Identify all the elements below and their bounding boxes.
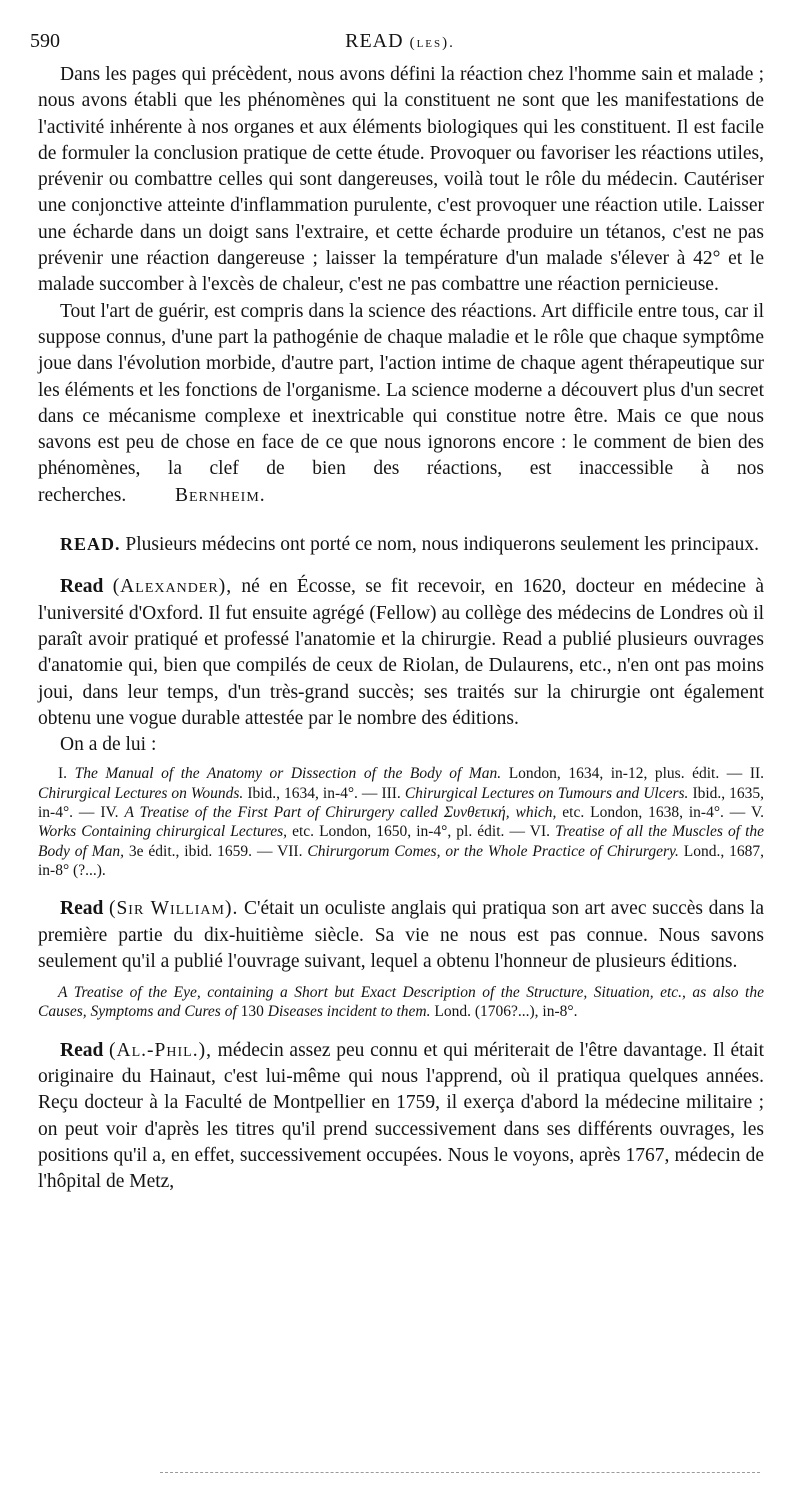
work-1: I. The Manual of the Anatomy or Dissection of the Body of Man. London, 1634, in-12, plus. édit. — [58,765,743,783]
william-name: (Sir William). [108,898,239,920]
intro-paragraph-1: Dans les pages qui précèdent, nous avons défini la réaction chez l'homme sain et malade ; nous avons établi que les phénomènes qui la constituent ne sont que les manifestations de l'activité inhérente à nos organes et aux éléments biologiques qui les constituent. Il est facile de formuler la conclusion pratique de cette étude. Provoquer ou favoriser les réactions utiles, prévenir ou combattre celles qui sont dangereuses, voilà tout le rôle du médecin. Cautériser une conjonctive atteinte d'inflammation purulente, c'est provoquer une réaction utile. Laisser une écharde dans un doigt sans l'extraire, et cette écharde produire un tétanos, c'est ne pas prévenir une réaction dangereuse ; laisser la température d'un malade s'élever à 42° et le malade succomber à l'excès de chaleur, c'est ne pas combattre une réaction pernicieuse. [38,64,764,296]
running-head-title: READ [345,30,404,52]
alexander-works-list [38,764,764,880]
alphil-name: (Al.-Phil.), [109,1039,212,1061]
author-signature: Bernheim. [174,484,266,506]
alexander-works-intro: On a de lui : [60,734,157,756]
running-head [30,30,770,53]
work-2: II. Chirurgical Lectures on Wounds. Ibid., 1634, in-4°. — [38,765,765,802]
alphil-entry [38,1038,764,1196]
footer-rule [160,1472,760,1473]
alexander-text: né en Écosse, se fit recevoir, en 1620, docteur en médecine à l'université d'Oxford. Il fut ensuite agrégé (Fellow) au collège des médecins de Londres où il paraît avoir pratiqué et professé l'anatomie et la chirurgie. Read a publié plusieurs ouvrages d'anatomie qui, bien que compilés de ceux de Riolan, de Dulaurens, etc., n'en ont pas moins joui, dans leur temps, d'un très-grand succès; ses traités sur la chirurgie ont également obtenu une vogue durable attestée par le nombre des éditions. [38,576,765,729]
read-entry-text: Plusieurs médecins ont porté ce nom, nous indiquerons seulement les principaux. [125,534,760,556]
alphil-text: médecin assez peu connu et qui mériterait de l'être davantage. Il était originaire du Hainaut, c'est lui-même qui nous l'apprend, où il pratiqua quelques années. Reçu docteur à la Faculté de Montpellier en 1759, il exerça d'abord la médecine militaire ; on peut voir d'après les titres qu'il prend successivement dans ses différents ouvrages, les positions qu'il a, en effet, successivement occupées. Nous le voyons, après 1767, médecin de l'hôpital de Metz, [38,1039,765,1193]
work-6: VI. Treatise of all the Muscles of the Body of Man, 3e édit., ibid. 1659. — [38,823,765,860]
work-4: IV. A Treatise of the First Part of Chirurgery called Συνθετική, which, etc. London, 1638, in-4°. — [100,804,746,822]
william-entry-head: Read [60,898,104,920]
page-number: 590 [30,30,60,52]
alexander-entry [38,574,764,732]
intro-paragraph-2-text: Tout l'art de guérir, est compris dans la science des réactions. Art difficile entre tous, car il suppose connus, d'une part la pathogénie de chaque maladie et le rôle que chaque symptôme joue dans l'évolution morbide, d'autre part, l'action intime de chaque agent thérapeutique sur les éléments et les fonctions de l'organisme. La science moderne a découvert plus d'un secret dans ce mécanisme complexe et inextricable qui constitue notre être. Mais ce que nous savons est peu de chose en face de ce que nous ignorons encore : le comment de bien des phénomènes, la clef de bien des réactions, est inaccessible à nos recherches. [38,300,764,506]
work-3: III. Chirurgical Lectures on Tumours and Ulcers. Ibid., 1635, in-4°. — [38,784,765,822]
alexander-name: (Alexander), [112,576,233,598]
intro-paragraph-2 [38,299,764,509]
work-7: VII. Chirurgorum Comes, or the Whole Practice of Chirurgery. Lond., 1687, in-8° (?...). [38,842,765,879]
work-5: V. Works Containing chirurgical Lectures, etc. London, 1650, in-4°, pl. édit. — [38,804,765,841]
page-header [30,30,770,56]
running-head-subtitle: (les). [409,35,455,51]
read-entry [38,531,764,558]
william-entry [38,896,764,975]
page-body [38,62,764,1195]
read-entry-head: READ. [60,534,121,555]
alexander-entry-head: Read [60,576,104,598]
william-work: A Treatise of the Eye, containing a Short but Exact Description of the Structure, Situation, etc., as also the Causes, Symptoms and Cures of 130 Diseases incident to them. Lond. (1706?...), in-8°. [38,984,764,1021]
alphil-entry-head: Read [60,1039,104,1061]
william-text: C'était un oculiste anglais qui pratiqua son art avec succès dans la première partie du dix-huitième siècle. Sa vie ne nous est pas connue. Nous savons seulement qu'il a publié l'ouvrage suivant, lequel a obtenu l'honneur de plusieurs éditions. [38,898,765,972]
